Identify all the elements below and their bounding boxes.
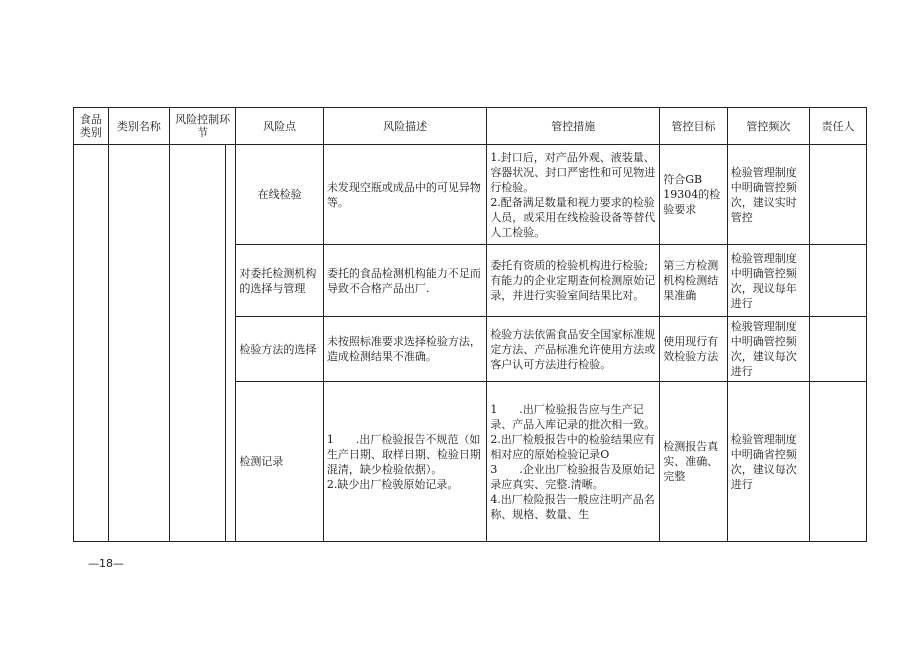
risk-desc-item: 2.缺少出厂检骏原始记录。: [326, 477, 459, 491]
risk-desc-cell: 委托的食品检测机构能力不足而导致不合格产品出厂.: [323, 245, 486, 317]
header-category: 食品类别: [74, 108, 109, 145]
measure-item: 2.配备满足数量和视力要求的检验人员，或采用在线检验设备等替代人工检验。: [490, 195, 656, 239]
goal-cell: 第三方检测机构检测结果准确: [660, 245, 727, 317]
risk-desc-cell: 未按照标准要求选择检验方法，造成检测结果不准确。: [323, 317, 486, 382]
measure-item: 1 .出厂检验报告应与生产记录、产品入库记录的批次相一致。: [490, 402, 656, 431]
frequency-cell: 检骏管理制度中明确管控频次，建议每次进行: [727, 317, 809, 382]
header-risk-point: 风险点: [236, 108, 324, 145]
frequency-cell: 检验管理制度中明确管控频次，现议每年进行: [727, 245, 809, 317]
frequency-cell: 检验管理制度中明确省控频次，建议每次进行: [727, 382, 809, 542]
control-link-subcell: [225, 145, 236, 542]
category-cell: [74, 145, 109, 542]
header-measures: 管控措施: [487, 108, 660, 145]
header-risk-desc: 风险描述: [323, 108, 486, 145]
measure-item: 4.出厂检险报告一般应注明产品名称、规格、数量、生: [490, 492, 655, 521]
responsible-cell: [809, 245, 866, 317]
measure-item: 2.出厂检般报告中的检验结果应有相对应的原始检验记录O: [490, 432, 655, 461]
frequency-cell: 检验管理制度中明确管控频次，建议实时管控: [727, 145, 809, 245]
risk-desc-cell: [323, 382, 486, 542]
measures-cell: [487, 382, 660, 542]
header-name: 类别名称: [108, 108, 169, 145]
goal-cell: 检测报告真实、准确、完整: [660, 382, 727, 542]
header-control-link: 风险控制环节: [169, 108, 235, 145]
risk-point-cell: 检验方法的选择: [236, 317, 324, 382]
header-goal: 管控目标: [660, 108, 727, 145]
measure-item: 3 .企业出厂检验报告及原始记录应真实、完整.清晰。: [490, 462, 655, 491]
risk-point-cell: 在线检验: [236, 145, 324, 245]
header-frequency: 管控频次: [727, 108, 809, 145]
goal-cell: 符合GB 19304的检验要求: [660, 145, 727, 245]
measures-cell: 检验方法依需食品安全国家标准规定方法、产品标准允许使用方法或客户认可方法进行检验。: [487, 317, 660, 382]
measures-cell: 委托有资质的检验机构进行检验;有能力的企业定期查何检测原始记录，并进行实验室间结果比对。: [487, 245, 660, 317]
control-link-cell: [169, 145, 225, 542]
responsible-cell: [809, 145, 866, 245]
risk-point-cell: 检测记录: [236, 382, 324, 542]
responsible-cell: [809, 382, 866, 542]
risk-desc-item: 1 .出厂检验报告不规范（如生产日期、取样日期、检验日期混清，缺少检验依据）。: [326, 432, 481, 476]
table-header-row: [74, 108, 867, 145]
measure-item: 1.封口后，对产品外观、液装量、容器状况、封口严密性和可见物进行检验。: [490, 150, 656, 194]
header-responsible: 责任人: [809, 108, 866, 145]
name-cell: [108, 145, 169, 542]
risk-desc-cell: 未发现空瓶或成品中的可见异物等。: [323, 145, 486, 245]
measures-cell: [487, 145, 660, 245]
responsible-cell: [809, 317, 866, 382]
risk-point-cell: 对委托检测机构的选择与管理: [236, 245, 324, 317]
goal-cell: 使用现行有效检验方法: [660, 317, 727, 382]
risk-control-table: [73, 107, 867, 542]
page-number: —18—: [88, 557, 124, 570]
table-row: [74, 145, 867, 245]
